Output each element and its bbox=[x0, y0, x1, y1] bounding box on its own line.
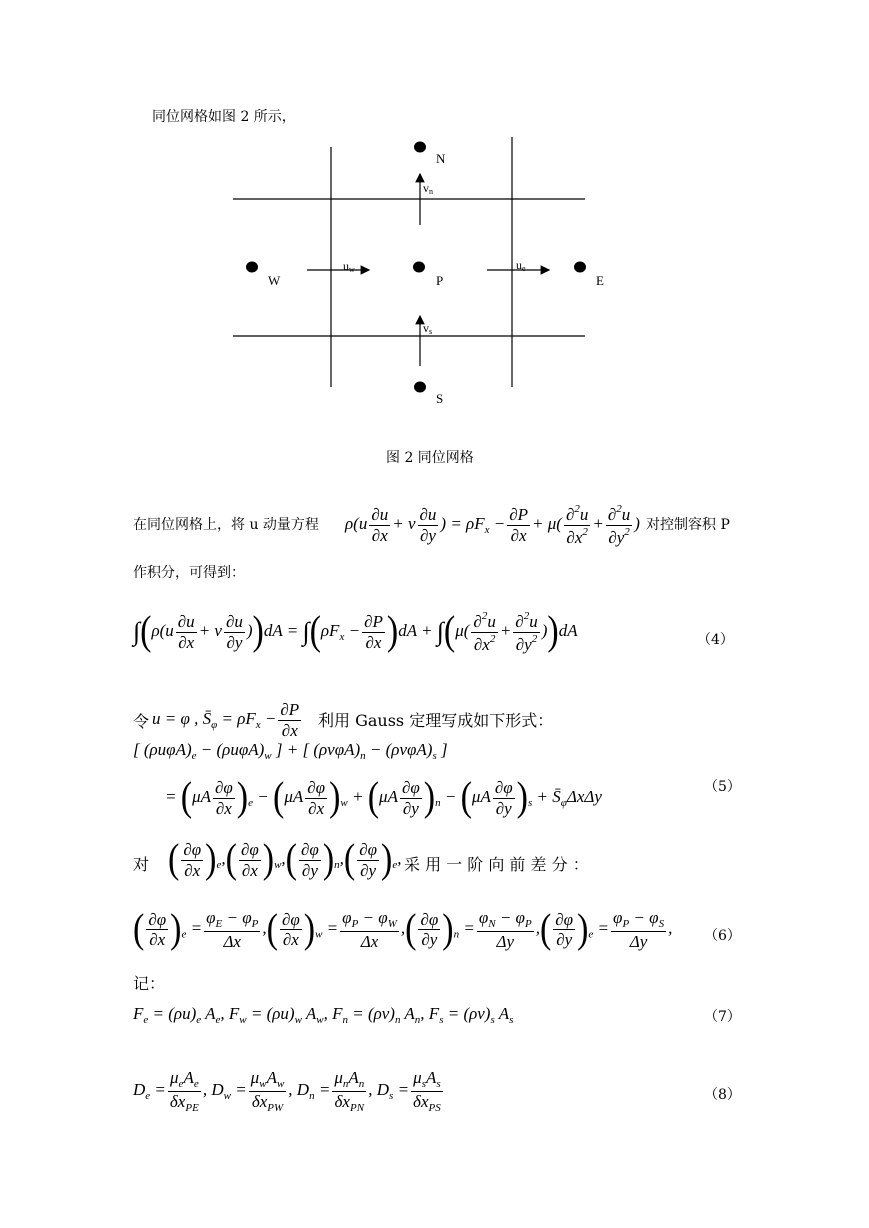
svg-text:vs bbox=[423, 321, 432, 336]
svg-text:uw bbox=[343, 259, 355, 274]
para1-after: 对控制容积 P bbox=[646, 517, 730, 533]
ue-sub: e bbox=[522, 264, 526, 273]
colocated-grid-figure bbox=[0, 0, 869, 440]
svg-text:vn bbox=[423, 181, 433, 196]
node-dots bbox=[246, 142, 586, 393]
eq-number-6: （6） bbox=[704, 928, 741, 944]
vs-label: v bbox=[423, 321, 429, 335]
eq-number-7: （7） bbox=[704, 1009, 741, 1025]
node-label-e: E bbox=[596, 273, 604, 288]
uw-sub: w bbox=[349, 265, 355, 274]
eq-number-4: （4） bbox=[697, 632, 734, 648]
node-label-s: S bbox=[436, 391, 444, 406]
svg-text:ue bbox=[516, 258, 526, 273]
equation-6: ( $\frac{\partial\varphi}{\partial x}$ )$_e$ = $\frac{\varphi_E - \varphi_P}{\Delta x}$ ,( $\frac{\partial\varphi}{\partial x}$ )$_w$ = $\frac{\varphi_P - \varphi_W}{\Delta x}$ ,( $\frac{\partial\varphi}{\partial y}$ )$_n$ = $\frac{\varphi_N - \varphi_P}{\Delta y}$ ,( $\frac{\partial\varphi}{\partial y}$ )$_e$ = $\frac{\varphi_P - \varphi_S}{\Delta y}$ , bbox=[133, 906, 673, 952]
grid-lines bbox=[233, 137, 585, 387]
equation-5-line2: = (μA $\frac{\partial\varphi}{\partial x}$ )$_e - (\mu A$ $\frac{\partial\varphi}{\partial x}$ )$_w + (\mu A$ $\frac{\partial\varphi}{\partial y}$ )$_n - (\mu A$ $\frac{\partial\varphi}{\partial y}$ )$_s$ + $S̄_\varphi\Delta x\Delta y$ bbox=[165, 775, 602, 820]
vn-label: v bbox=[423, 181, 429, 195]
figure-caption: 图 2 同位网格 bbox=[386, 450, 474, 466]
ue-label: u bbox=[516, 258, 522, 272]
para1-line2: 作积分，可得到： bbox=[133, 565, 245, 581]
node-label-w: W bbox=[268, 273, 281, 288]
node-label-p: P bbox=[436, 273, 444, 288]
vs-sub: s bbox=[429, 327, 433, 336]
eq-number-8: （8） bbox=[704, 1087, 741, 1103]
vn-sub: n bbox=[429, 187, 433, 196]
equation-8: $D_e$ = $\frac{\mu_eA_e}{\delta x_{PE}}$ , $D_w$ = $\frac{\mu_wA_w}{\delta x_{PW}}$ , $D_n$ = $\frac{\mu_nA_n}{\delta x_{PN}}$ , $D_s$ = $\frac{\mu_sA_s}{\delta x_{PS}}$ bbox=[133, 1068, 441, 1114]
equation-7: $F_e = (\rho u)_e$ $A_e$, $F_w = (\rho u)_w$ $A_w$, $F_n = (\rho v)_n$ $A_n$, $F_s = (\rho v)_s$ $A_s$ bbox=[133, 1004, 514, 1026]
intro-text: 同位网格如图 2 所示， bbox=[152, 109, 296, 125]
equation-4: ∫(ρ(u $\frac{\partial u}{\partial x}$ + v $\frac{\partial u}{\partial y}$ ))$dA = \int(\rho F_x$ − $\frac{\partial P}{\partial x}$ )dA + ∫(μ( $\frac{\partial^2u}{\partial x^2}$ + $\frac{\partial^2u}{\partial y^2}$ ))dA bbox=[133, 609, 578, 654]
uw-label: u bbox=[343, 259, 349, 273]
derivative-list: ( $\frac{\partial\varphi}{\partial x}$ )$_e$,( $\frac{\partial\varphi}{\partial x}$ )$_w$,( $\frac{\partial\varphi}{\partial y}$ )$_n$,( $\frac{\partial\varphi}{\partial y}$ )$_e$, bbox=[168, 837, 402, 882]
node-label-n: N bbox=[436, 151, 446, 166]
eq-number-5: （5） bbox=[704, 779, 741, 795]
ji-label: 记： bbox=[133, 974, 166, 993]
source-definition: u = φ , $S̄_\varphi = \rho F_x$ − $\frac{\partial P}{\partial x}$ bbox=[152, 700, 300, 740]
para3-dui: 对 bbox=[133, 855, 150, 874]
para2-gauss: 利用 Gauss 定理写成如下形式： bbox=[318, 711, 554, 730]
para2-let: 令 bbox=[133, 712, 150, 731]
para1-before: 在同位网格上，将 u 动量方程 bbox=[133, 517, 319, 533]
para3-rest: 采 用 一 阶 向 前 差 分 ： bbox=[404, 855, 589, 874]
u-momentum-equation: ρ(u $\frac{\partial u}{\partial x}$ + v $\frac{\partial u}{\partial y}$ ) = $\rho F_x$ − $\frac{\partial P}{\partial x}$ + μ( $\frac{\partial^2u}{\partial x^2}$ + $\frac{\partial^2u}{\partial y^2}$ ) bbox=[345, 503, 640, 547]
equation-5-line1: [ $(\rho u\varphi A)_e - (\rho u\varphi A)_w$ ] + [ $(\rho v\varphi A)_n - (\rho v\varphi A)_s$ ] bbox=[133, 740, 448, 762]
